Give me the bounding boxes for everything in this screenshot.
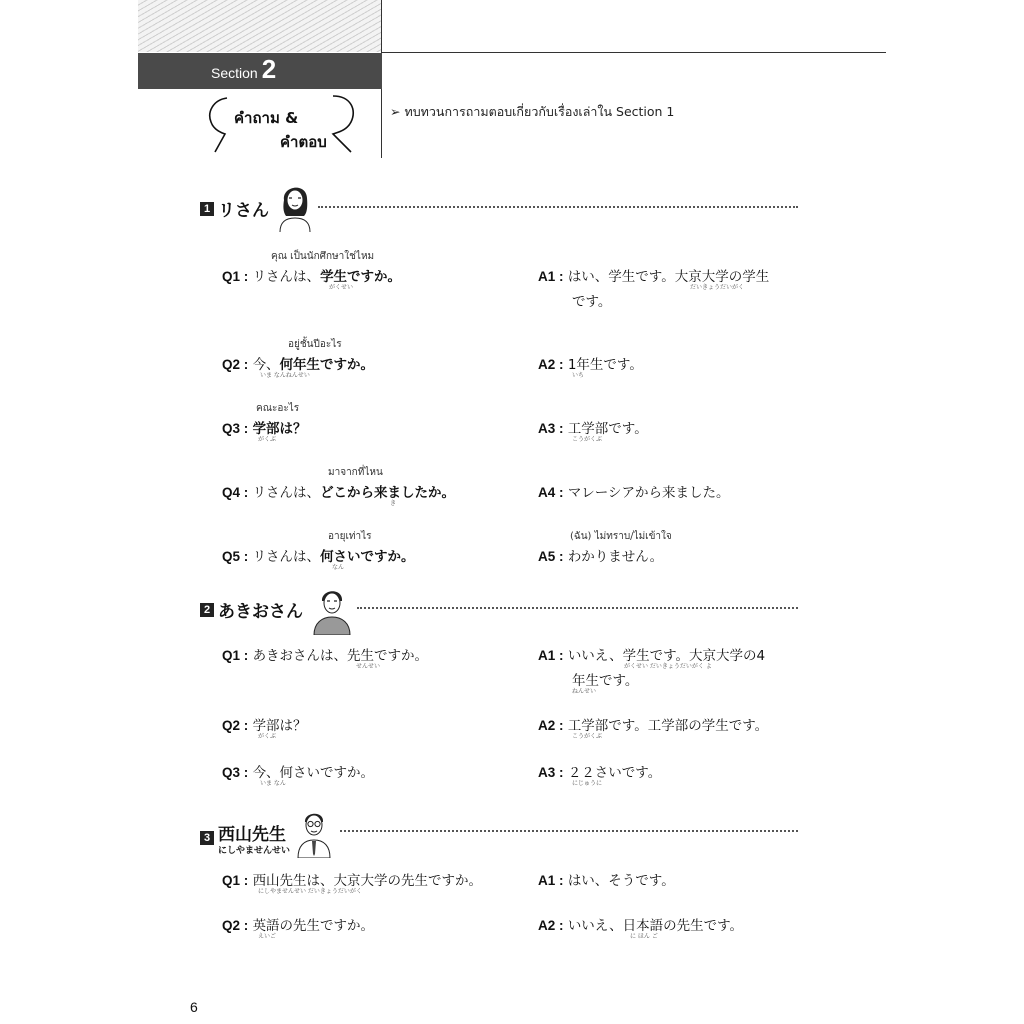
top-rule [382,52,886,53]
answer-1-2: A2 : 1年生です。 [538,357,643,373]
section-banner [138,53,382,89]
answer-2-1-cont: 年生です。 [572,673,639,689]
question-1-4: Q4 : リさんは、どこから来ましたか。 [222,485,456,501]
section-word: Section [211,65,258,81]
answer-1-1: A1 : はい、学生です。大京大学の学生 [538,269,770,285]
qa-speech-bubble [205,92,360,154]
question-1-5: Q5 : リさんは、何さいですか。 [222,549,415,565]
gloss-q2: อยู่ชั้นปีอะไร [288,339,342,350]
dotted-rule-2 [357,607,798,609]
answer-1-5: A5 : わかりません。 [538,549,664,565]
character-number: 2 [200,603,214,617]
answer-3-2: A2 : いいえ、日本語の先生です。 [538,918,744,934]
dotted-rule-3 [340,830,798,832]
section-number: 2 [261,54,277,84]
arrow-icon: ➢ [390,104,401,119]
teacher-avatar-icon [294,806,334,858]
dotted-rule-1 [318,206,798,208]
character-reading: にしやませんせい [218,846,291,856]
question-2-2: Q2 : 学部は？ [222,718,307,734]
character-heading-2 [200,597,303,622]
character-number: 1 [200,202,214,216]
bubble-line2: คำตอบ [280,133,327,151]
gloss-q5: อายุเท่าไร [328,531,372,542]
gloss-q1: คุณ เป็นนักศึกษาใช่ไหม [271,251,375,262]
character-heading-3 [200,820,290,856]
answer-3-1: A1 : はい、そうです。 [538,873,675,889]
gloss-a5: (ฉัน) ไม่ทราบ/ไม่เข้าใจ [570,531,672,542]
header-hatch-pattern [138,0,382,52]
answer-1-4: A4 : マレーシアから来ました。 [538,485,730,501]
question-3-1: Q1 : 西山先生は、大京大学の先生ですか。 [222,873,483,889]
bubble-line1: คำถาม & [234,109,299,127]
answer-2-2: A2 : 工学部です。工学部の学生です。 [538,718,769,734]
question-2-1: Q1 : あきおさんは、先生ですか。 [222,648,429,664]
question-1-1: Q1 : リさんは、学生ですか。 [222,269,402,285]
question-3-2: Q2 : 英語の先生ですか。 [222,918,375,934]
character-name: あきおさん [218,602,303,622]
character-name: リさん [218,201,269,221]
gloss-q3: คณะอะไร [256,403,300,414]
answer-1-3: A3 : 工学部です。 [538,421,648,437]
question-1-2: Q2 : 今、何年生ですか。 [222,357,375,373]
man-hoodie-avatar-icon [312,583,352,635]
answer-1-1-cont: です。 [572,294,612,310]
page-number: 6 [190,999,198,1015]
answer-2-1: A1 : いいえ、学生です。大京大学の4 [538,648,766,664]
question-1-3: Q3 : 学部は？ [222,421,307,437]
character-name: 西山先生 [218,825,286,845]
gloss-q4: มาจากที่ไหน [328,467,383,478]
woman-avatar-icon [276,180,314,232]
character-heading-1 [200,196,269,221]
intro-text: ➢ ทบทวนการถามตอบเกี่ยวกับเรื่องเล่าใน Section 1 [390,104,675,119]
answer-2-3: A3 : ２２さいです。 [538,765,662,781]
character-number: 3 [200,831,214,845]
question-2-3: Q3 : 今、何さいですか。 [222,765,375,781]
